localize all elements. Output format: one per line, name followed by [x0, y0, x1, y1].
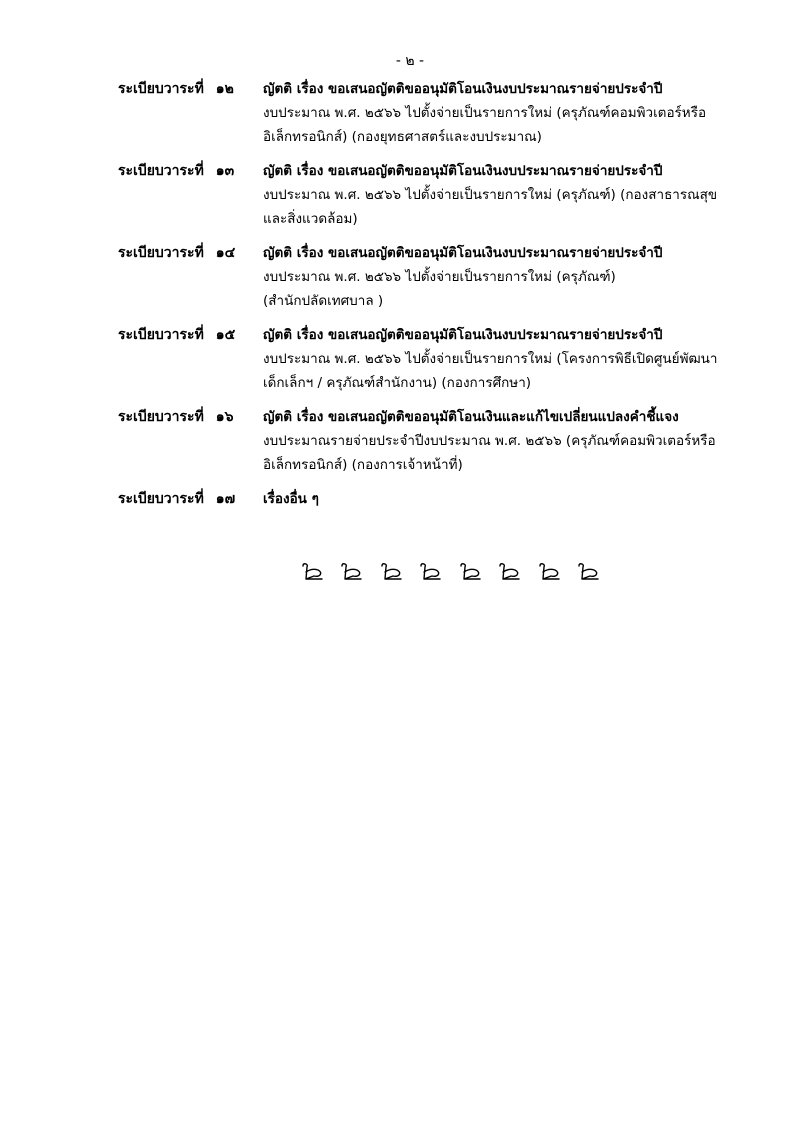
- agenda-item-label: [118, 159, 263, 183]
- agenda-item-body: [263, 241, 708, 313]
- agenda-body-line: เรื่องอื่น ๆ: [263, 491, 319, 507]
- agenda-item-body: [263, 487, 708, 511]
- agenda-item-number: ๑๓: [215, 163, 235, 179]
- agenda-item-number: ๑๗: [215, 491, 236, 507]
- thai-angkhan-khu-flourish-icon: [379, 562, 403, 582]
- thai-angkhan-khu-flourish-icon: [300, 562, 324, 582]
- agenda-item-body: [263, 159, 717, 231]
- agenda-body-line: เด็กเล็กฯ / ครุภัณฑ์สำนักงาน) (กองการศึกษา): [263, 375, 532, 391]
- agenda-body-line: งบประมาณรายจ่ายประจำปีงบประมาณ พ.ศ. ๒๕๖๖ (ครุภัณฑ์คอมพิวเตอร์หรือ: [263, 433, 716, 449]
- agenda-body-line: อิเล็กทรอนิกส์) (กองยุทธศาสตร์และงบประมาณ): [263, 129, 542, 145]
- agenda-item-number: ๑๖: [215, 409, 234, 425]
- agenda-body-line: ญัตติ เรื่อง ขอเสนอญัตติขออนุมัติโอนเงินงบประมาณรายจ่ายประจำปี: [263, 81, 663, 97]
- agenda-body-line: งบประมาณ พ.ศ. ๒๕๖๖ ไปตั้งจ่ายเป็นรายการใหม่ (ครุภัณฑ์): [263, 269, 616, 285]
- thai-angkhan-khu-flourish-icon: [537, 562, 561, 582]
- agenda-label-text: ระเบียบวาระที่: [118, 491, 204, 507]
- agenda-item-body: [263, 405, 716, 477]
- thai-angkhan-khu-flourish-icon: [418, 562, 442, 582]
- agenda-body-line: ญัตติ เรื่อง ขอเสนอญัตติขออนุมัติโอนเงินและแก้ไขเปลี่ยนแปลงคำชี้แจง: [263, 409, 679, 425]
- agenda-item-14: [118, 241, 708, 313]
- agenda-item-number: ๑๒: [215, 81, 234, 97]
- agenda-item-12: [118, 77, 708, 149]
- thai-angkhan-khu-flourish-icon: [458, 562, 482, 582]
- agenda-body-line: (สำนักปลัดเทศบาล ): [263, 293, 384, 309]
- agenda-body-line: ญัตติ เรื่อง ขอเสนอญัตติขออนุมัติโอนเงินงบประมาณรายจ่ายประจำปี: [263, 327, 663, 343]
- thai-angkhan-khu-flourish-icon: [339, 562, 363, 582]
- agenda-item-number: ๑๕: [215, 327, 236, 343]
- thai-angkhan-khu-flourish-icon: [497, 562, 521, 582]
- page-number: - ๒ -: [395, 53, 425, 69]
- agenda-body-line: ญัตติ เรื่อง ขอเสนอญัตติขออนุมัติโอนเงินงบประมาณรายจ่ายประจำปี: [263, 245, 663, 261]
- agenda-item-label: [118, 405, 263, 429]
- agenda-item-body: [263, 323, 717, 395]
- end-of-document-ornament: [300, 562, 600, 582]
- agenda-item-number: ๑๔: [215, 245, 236, 261]
- thai-angkhan-khu-flourish-icon: [576, 562, 600, 582]
- agenda-item-17: [118, 487, 708, 511]
- agenda-label-text: ระเบียบวาระที่: [118, 327, 204, 343]
- agenda-body-line: งบประมาณ พ.ศ. ๒๕๖๖ ไปตั้งจ่ายเป็นรายการใหม่ (โครงการพิธีเปิดศูนย์พัฒนา: [263, 351, 718, 367]
- agenda-body-line: งบประมาณ พ.ศ. ๒๕๖๖ ไปตั้งจ่ายเป็นรายการใหม่ (ครุภัณฑ์) (กองสาธารณสุข: [263, 187, 718, 203]
- agenda-label-text: ระเบียบวาระที่: [118, 245, 204, 261]
- agenda-label-text: ระเบียบวาระที่: [118, 409, 204, 425]
- agenda-label-text: ระเบียบวาระที่: [118, 163, 204, 179]
- agenda-item-label: [118, 323, 263, 347]
- agenda-body-line: งบประมาณ พ.ศ. ๒๕๖๖ ไปตั้งจ่ายเป็นรายการใหม่ (ครุภัณฑ์คอมพิวเตอร์หรือ: [263, 105, 707, 121]
- agenda-item-13: [118, 159, 718, 231]
- agenda-item-body: [263, 77, 708, 149]
- agenda-label-text: ระเบียบวาระที่: [118, 81, 204, 97]
- agenda-body-line: ญัตติ เรื่อง ขอเสนอญัตติขออนุมัติโอนเงินงบประมาณรายจ่ายประจำปี: [263, 163, 663, 179]
- agenda-item-label: [118, 487, 263, 511]
- agenda-item-15: [118, 323, 718, 395]
- agenda-list: [118, 77, 718, 521]
- agenda-item-16: [118, 405, 716, 477]
- agenda-item-label: [118, 77, 263, 101]
- agenda-item-label: [118, 241, 263, 265]
- agenda-body-line: และสิ่งแวดล้อม): [263, 211, 358, 227]
- agenda-body-line: อิเล็กทรอนิกส์) (กองการเจ้าหน้าที่): [263, 457, 463, 473]
